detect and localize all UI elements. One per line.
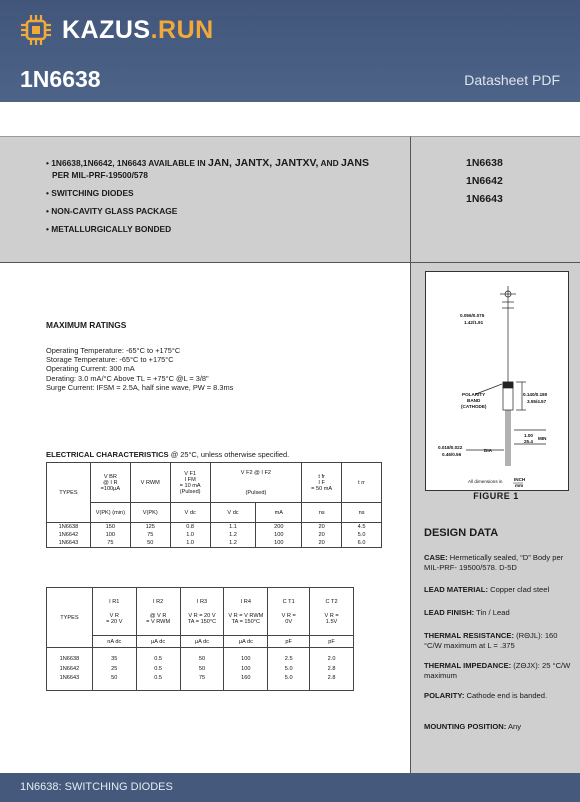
feature-item: • SWITCHING DIODES [46, 188, 134, 198]
diode-outline-drawing [426, 272, 570, 492]
electrical-characteristics-title: ELECTRICAL CHARACTERISTICS @ 25°C, unless otherwise specified. [46, 450, 290, 459]
unit-cell: nA dc [92, 636, 136, 648]
ir4-header: I R4 V R = V RWM TA = 150°C [224, 588, 268, 636]
dim-length-inch: 1.00 [524, 433, 533, 438]
package-figure [425, 271, 569, 491]
dim-lead-inch: 0.056/0.075 [460, 313, 485, 318]
table-row: 1N6638 35 0.5 50 100 2.5 2.0 [47, 648, 354, 664]
ct2-header: C T2 V R = 1.5V [310, 588, 354, 636]
site-logo[interactable] [20, 14, 214, 46]
ct1-header: C T1 V R = 0V [268, 588, 310, 636]
logo-text: KAZUS.RUN [62, 15, 214, 44]
design-item-mounting: MOUNTING POSITION: Any [424, 722, 522, 731]
table-row: 1N6642 100 75 1.0 1.2 100 20 5.0 [47, 531, 382, 539]
rating-line: Operating Temperature: -65°C to +175°C [46, 346, 181, 355]
tfr-header: t fr I F = 50 mA [302, 463, 342, 503]
table-row: 1N6638 150 125 0.8 1.1 200 20 4.5 [47, 523, 382, 532]
dimension-note: mm [515, 483, 524, 488]
band-label: POLARITY [462, 392, 486, 397]
unit-cell: pF [310, 636, 354, 648]
design-item-thermal-resistance: THERMAL RESISTANCE: (RΘJL): 160 °C/W maximum at L = .375 [424, 631, 558, 650]
dim-body-mm: 3.55/4.57 [527, 399, 547, 404]
electrical-table-1 [46, 462, 382, 548]
dim-body-inch: 0.140/0.180 [523, 392, 548, 397]
dim-dia-inch: 0.018/0.022 [438, 445, 463, 450]
part-number: 1N6643 [466, 193, 503, 205]
doc-type-label: Datasheet PDF [464, 72, 560, 88]
rating-line: Derating: 3.0 mA/°C Above TL = +75°C @L = 3/8" [46, 373, 209, 383]
design-item-thermal-impedance: THERMAL IMPEDANCE: (ZΘJX): 25 °C/W maximum [424, 661, 571, 680]
trr-header: t rr [342, 463, 382, 503]
dim-lead-mm: 1.42/1.91 [464, 320, 484, 325]
unit-cell: V(PK) [130, 503, 170, 523]
unit-cell: mA [256, 503, 302, 523]
types-header: TYPES [47, 588, 93, 648]
table-row: 1N6642 25 0.5 50 100 5.0 2.8 [47, 663, 354, 674]
max-ratings-title: MAXIMUM RATINGS [46, 320, 127, 330]
unit-cell: ns [342, 503, 382, 523]
design-item-polarity: POLARITY: Cathode end is banded. [424, 691, 548, 700]
max-ratings-list [46, 346, 233, 392]
features-panel [0, 136, 410, 263]
design-data-panel [410, 263, 580, 773]
table-row: 1N6643 75 50 1.0 1.2 100 20 6.0 [47, 539, 382, 548]
unit-cell: V dc [210, 503, 256, 523]
vrwm-header: V RWM [130, 463, 170, 503]
design-data-title: DESIGN DATA [424, 527, 499, 539]
dim-length-min: MIN [538, 436, 547, 441]
band-label: BAND [467, 398, 481, 403]
part-numbers-panel [410, 136, 580, 263]
ir3-header: I R3 V R = 20 V TA = 150°C [180, 588, 224, 636]
electrical-table-2 [46, 587, 354, 691]
unit-cell: V dc [170, 503, 210, 523]
types-header: TYPES [47, 463, 91, 523]
design-item-lead-material: LEAD MATERIAL: Copper clad steel [424, 585, 550, 594]
unit-cell: pF [268, 636, 310, 648]
unit-cell: µA dc [180, 636, 224, 648]
chip-icon [20, 14, 52, 46]
unit-cell: V(PK) (min) [90, 503, 130, 523]
feature-item: • NON-CAVITY GLASS PACKAGE [46, 206, 178, 216]
design-item-lead-finish: LEAD FINISH: Tin / Lead [424, 608, 510, 617]
figure-caption: FIGURE 1 [473, 491, 519, 501]
band-label: (CATHODE) [461, 404, 487, 409]
dim-length-mm: 25.4 [524, 439, 533, 444]
dimension-note: All dimensions in [468, 479, 503, 484]
footer-text: 1N6638: SWITCHING DIODES [20, 781, 173, 793]
dim-dia-label: DIA [484, 448, 492, 453]
unit-cell: ns [302, 503, 342, 523]
vf2-header: V F2 @ I F2 (Pulsed) [210, 463, 302, 503]
ir1-header: I R1 V R = 20 V [92, 588, 136, 636]
dim-dia-mm: 0.46/0.56 [442, 452, 462, 457]
vf1-header: V F1 I FM = 10 mA (Pulsed) [170, 463, 210, 503]
ir2-header: I R2 @ V R = V RWM [136, 588, 180, 636]
rating-line: Storage Temperature: -65°C to +175°C [46, 355, 174, 365]
rating-line: Operating Current: 300 mA [46, 364, 135, 374]
page-header [0, 0, 580, 102]
table-row: 1N6643 50 0.5 75 160 5.0 2.8 [47, 674, 354, 690]
unit-cell: µA dc [224, 636, 268, 648]
feature-item: • 1N6638,1N6642, 1N6643 AVAILABLE IN JAN, JANTX, JANTXV, AND JANS PER MIL-PRF-19500/578 [46, 157, 369, 180]
page-title: 1N6638 [20, 66, 101, 92]
unit-cell: µA dc [136, 636, 180, 648]
page-footer [0, 773, 580, 802]
dimension-note: INCH [514, 477, 526, 482]
vbr-header: V BR @ I R =100µA [90, 463, 130, 503]
feature-item: • METALLURGICALLY BONDED [46, 224, 172, 234]
design-item-case: CASE: Hermetically sealed, “D” Body per MIL-PRF- 19500/578. D-5D [424, 553, 564, 572]
rating-line: Surge Current: IFSM = 2.5A, half sine wave, PW = 8.3ms [46, 382, 234, 392]
part-number: 1N6638 [466, 157, 503, 169]
part-number: 1N6642 [466, 175, 503, 187]
